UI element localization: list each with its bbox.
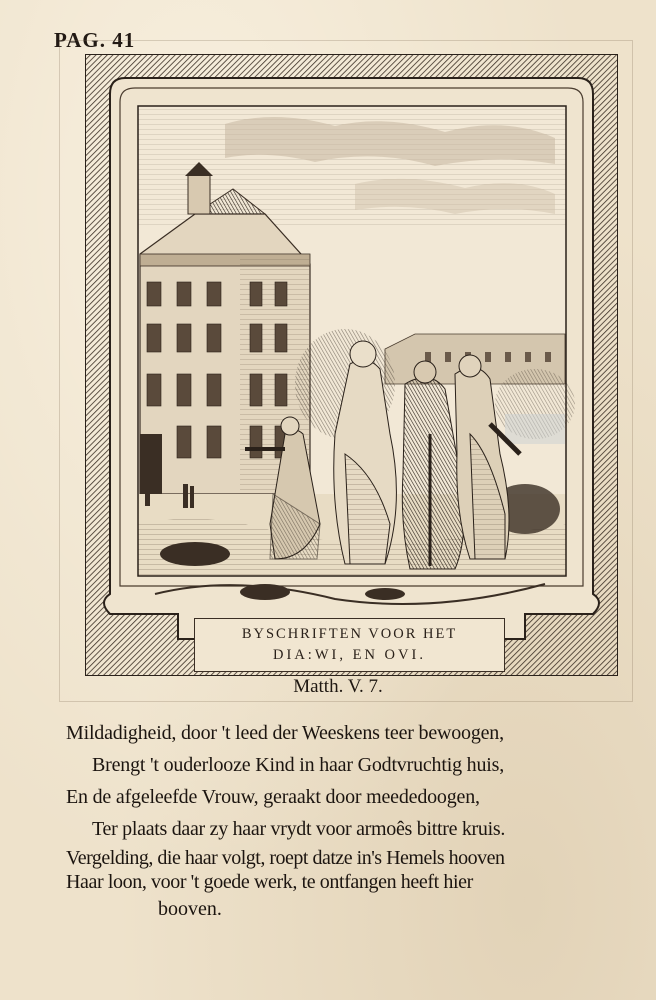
plate-caption	[194, 618, 505, 672]
caption-line: DIA:WI, EN OVI.	[273, 647, 426, 663]
page-number: PAG. 41	[54, 28, 136, 52]
bible-reference: Matth. V. 7.	[293, 676, 383, 697]
poem-line: booven.	[158, 898, 222, 920]
poem-line: Vergelding, die haar volgt, roept datze in's Hemels hooven	[66, 847, 505, 869]
poem-line: Ter plaats daar zy haar vrydt voor armoês bittre kruis.	[92, 818, 506, 840]
engraving-plate	[85, 54, 618, 676]
poem-line: Haar loon, voor 't goede werk, te ontfangen heeft hier	[66, 871, 473, 893]
poem-line: Mildadigheid, door 't leed der Weeskens teer bewoogen,	[66, 722, 504, 744]
poem-line: Brengt 't ouderlooze Kind in haar Godtvruchtig huis,	[92, 754, 505, 776]
poem-line: En de afgeleefde Vrouw, geraakt door meededoogen,	[66, 786, 480, 808]
caption-line: BYSCHRIFTEN VOOR HET	[241, 626, 458, 642]
engraving-illustration	[85, 54, 618, 676]
